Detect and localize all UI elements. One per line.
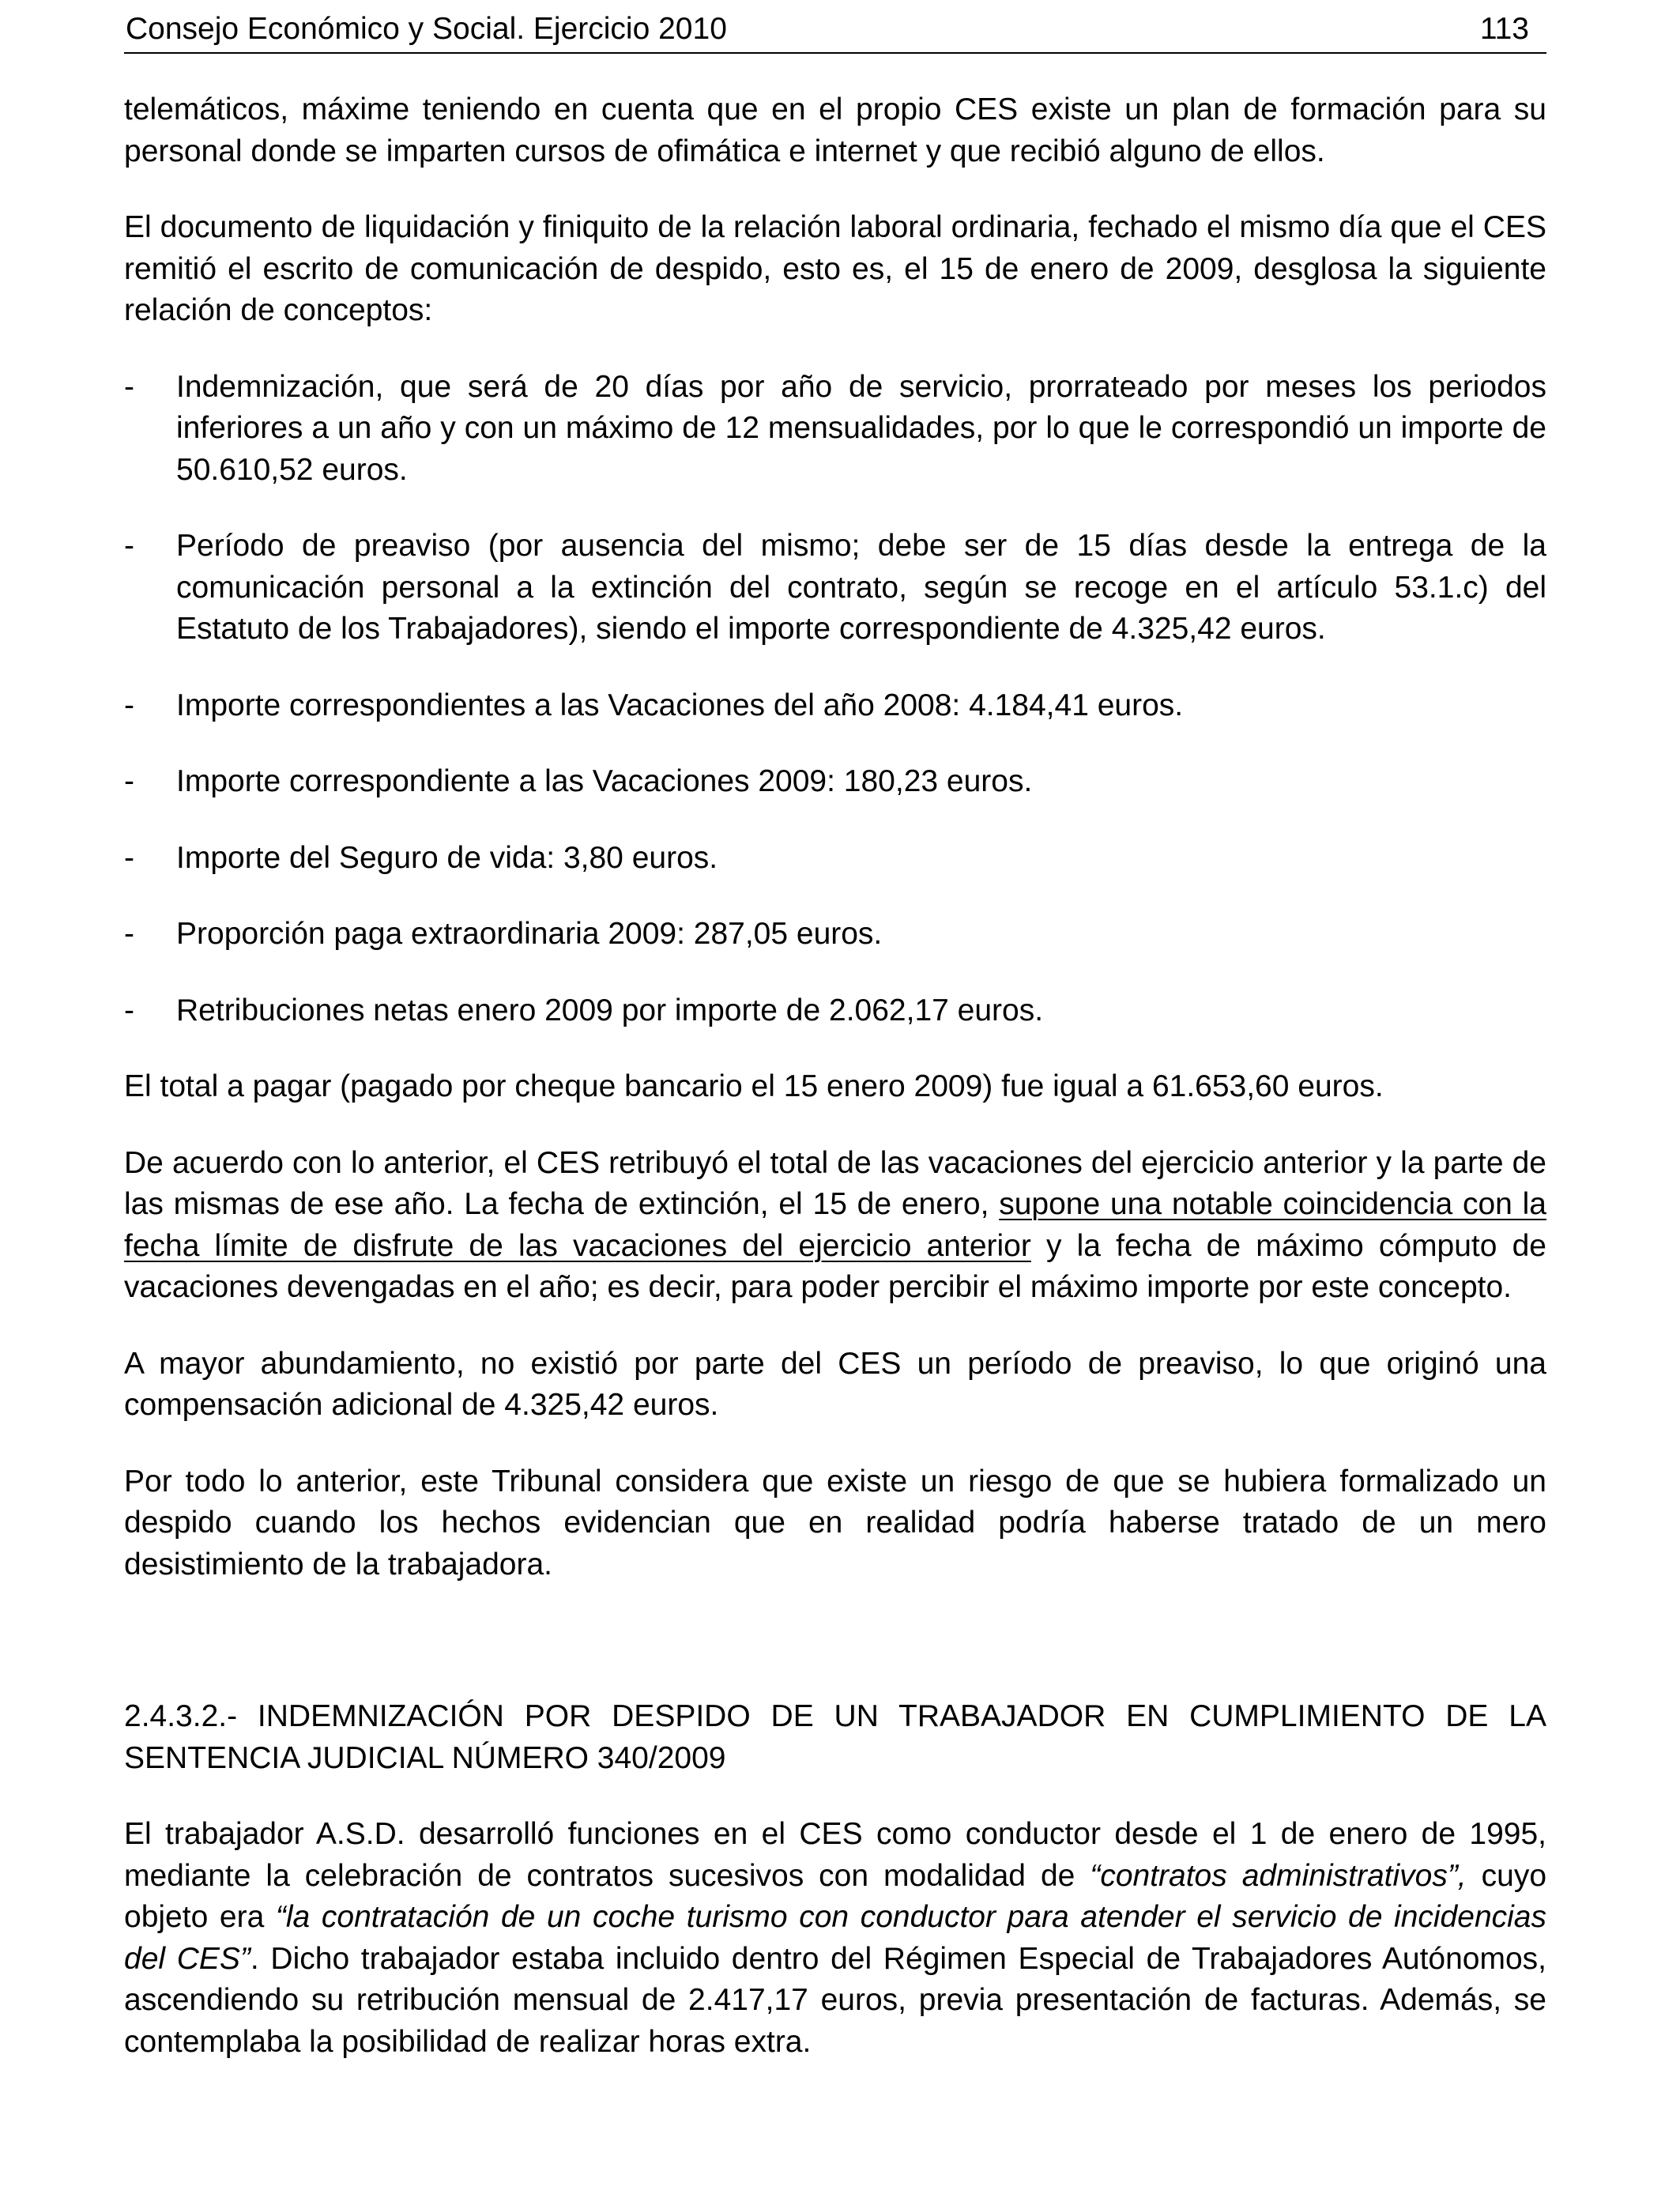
dash-marker: -: [124, 369, 134, 404]
paragraph-7-text-b: cuyo objeto era: [124, 1858, 1547, 1934]
list-item: [124, 838, 1546, 880]
list-item-text: Indemnización, que será de 20 días por año de servicio, prorrateado por meses los periodos inferiores a un año y con un máximo de 12 mensualidades, por lo que le correspondió un importe de 50.610,52 euros.: [176, 369, 1546, 487]
page-header: [124, 11, 1546, 54]
dash-marker: -: [124, 529, 134, 563]
paragraph-7: [124, 1814, 1546, 2063]
list-item: [124, 685, 1546, 727]
page-body: [124, 89, 1546, 2098]
section-spacer: [124, 1620, 1546, 1696]
paragraph-4-text-a: De acuerdo con lo anterior, el CES retribuyó el total de las vacaciones del ejercicio anterior y la parte de las mismas de ese año. La fecha de extinción, el 15 de enero,: [124, 1145, 1546, 1221]
paragraph-7-text-a: El trabajador A.S.D. desarrolló funciones en el CES como conductor desde el 1 de enero de 1995, mediante la celebración de contratos sucesivos con modalidad de: [124, 1817, 1546, 1893]
dash-marker: -: [124, 764, 134, 798]
list-item: [124, 914, 1546, 956]
list-item-text: Período de preaviso (por ausencia del mismo; debe ser de 15 días desde la entrega de la comunicación personal a la extinción del contrato, según se recoge en el artículo 53.1.c) del Estatuto de los Trabajadores), siendo el importe correspondiente de 4.325,42 euros.: [176, 529, 1546, 646]
list-item-text: Importe correspondientes a las Vacaciones del año 2008: 4.184,41 euros.: [176, 688, 1184, 722]
paragraph-7-text-c: . Dicho trabajador estaba incluido dentro del Régimen Especial de Trabajadores Autónomos, ascendiendo su retribución mensual de 2.417,17 euros, previa presentación de facturas. Además, se contemplaba la posibilidad de realizar horas extra.: [124, 1941, 1546, 2059]
paragraph-1: telemáticos, máxime teniendo en cuenta que en el propio CES existe un plan de formación para su personal donde se imparten cursos de ofimática e internet y que recibió alguno de ellos.: [124, 92, 1546, 168]
italic-quote-2: “la contratación de un coche turismo con conductor para atender el servicio de incidencias del CES”: [124, 1900, 1546, 1976]
paragraph-3: El total a pagar (pagado por cheque bancario el 15 enero 2009) fue igual a 61.653,60 euros.: [124, 1069, 1384, 1103]
list-item: [124, 367, 1546, 492]
concepts-list: [124, 367, 1546, 1032]
dash-marker: -: [124, 917, 134, 951]
paragraph-4: [124, 1143, 1546, 1309]
paragraph-2: El documento de liquidación y finiquito de la relación laboral ordinaria, fechado el mismo día que el CES remitió el escrito de comunicación de despido, esto es, el 15 de enero de 2009, desglosa la siguiente relación de conceptos:: [124, 210, 1546, 327]
list-item-text: Retribuciones netas enero 2009 por importe de 2.062,17 euros.: [176, 993, 1044, 1027]
dash-marker: -: [124, 993, 134, 1027]
section-heading: 2.4.3.2.- INDEMNIZACIÓN POR DESPIDO DE UN TRABAJADOR EN CUMPLIMIENTO DE LA SENTENCIA JUDICIAL NÚMERO 340/2009: [124, 1699, 1546, 1775]
list-item-text: Importe del Seguro de vida: 3,80 euros.: [176, 840, 718, 875]
paragraph-5: A mayor abundamiento, no existió por parte del CES un período de preaviso, lo que originó una compensación adicional de 4.325,42 euros.: [124, 1346, 1546, 1422]
italic-quote-1: “contratos administrativos”,: [1090, 1858, 1467, 1893]
list-item: [124, 526, 1546, 650]
list-item: [124, 990, 1546, 1032]
paragraph-4-text-b: y la fecha de máximo cómputo de vacaciones devengadas en el año; es decir, para poder percibir el máximo importe por este concepto.: [124, 1228, 1546, 1304]
page-number: 113: [1479, 12, 1529, 46]
list-item: [124, 761, 1546, 803]
list-item-text: Importe correspondiente a las Vacaciones 2009: 180,23 euros.: [176, 764, 1033, 798]
underlined-text: supone una notable coincidencia con la fecha límite de disfrute de las vacaciones del ejercicio anterior: [124, 1187, 1546, 1263]
header-title: Consejo Económico y Social. Ejercicio 2010: [126, 12, 727, 46]
list-item-text: Proporción paga extraordinaria 2009: 287,05 euros.: [176, 917, 883, 951]
dash-marker: -: [124, 688, 134, 722]
dash-marker: -: [124, 840, 134, 875]
paragraph-6: Por todo lo anterior, este Tribunal considera que existe un riesgo de que se hubiera formalizado un despido cuando los hechos evidencian que en realidad podría haberse tratado de un mero desistimiento de la trabajadora.: [124, 1464, 1546, 1581]
